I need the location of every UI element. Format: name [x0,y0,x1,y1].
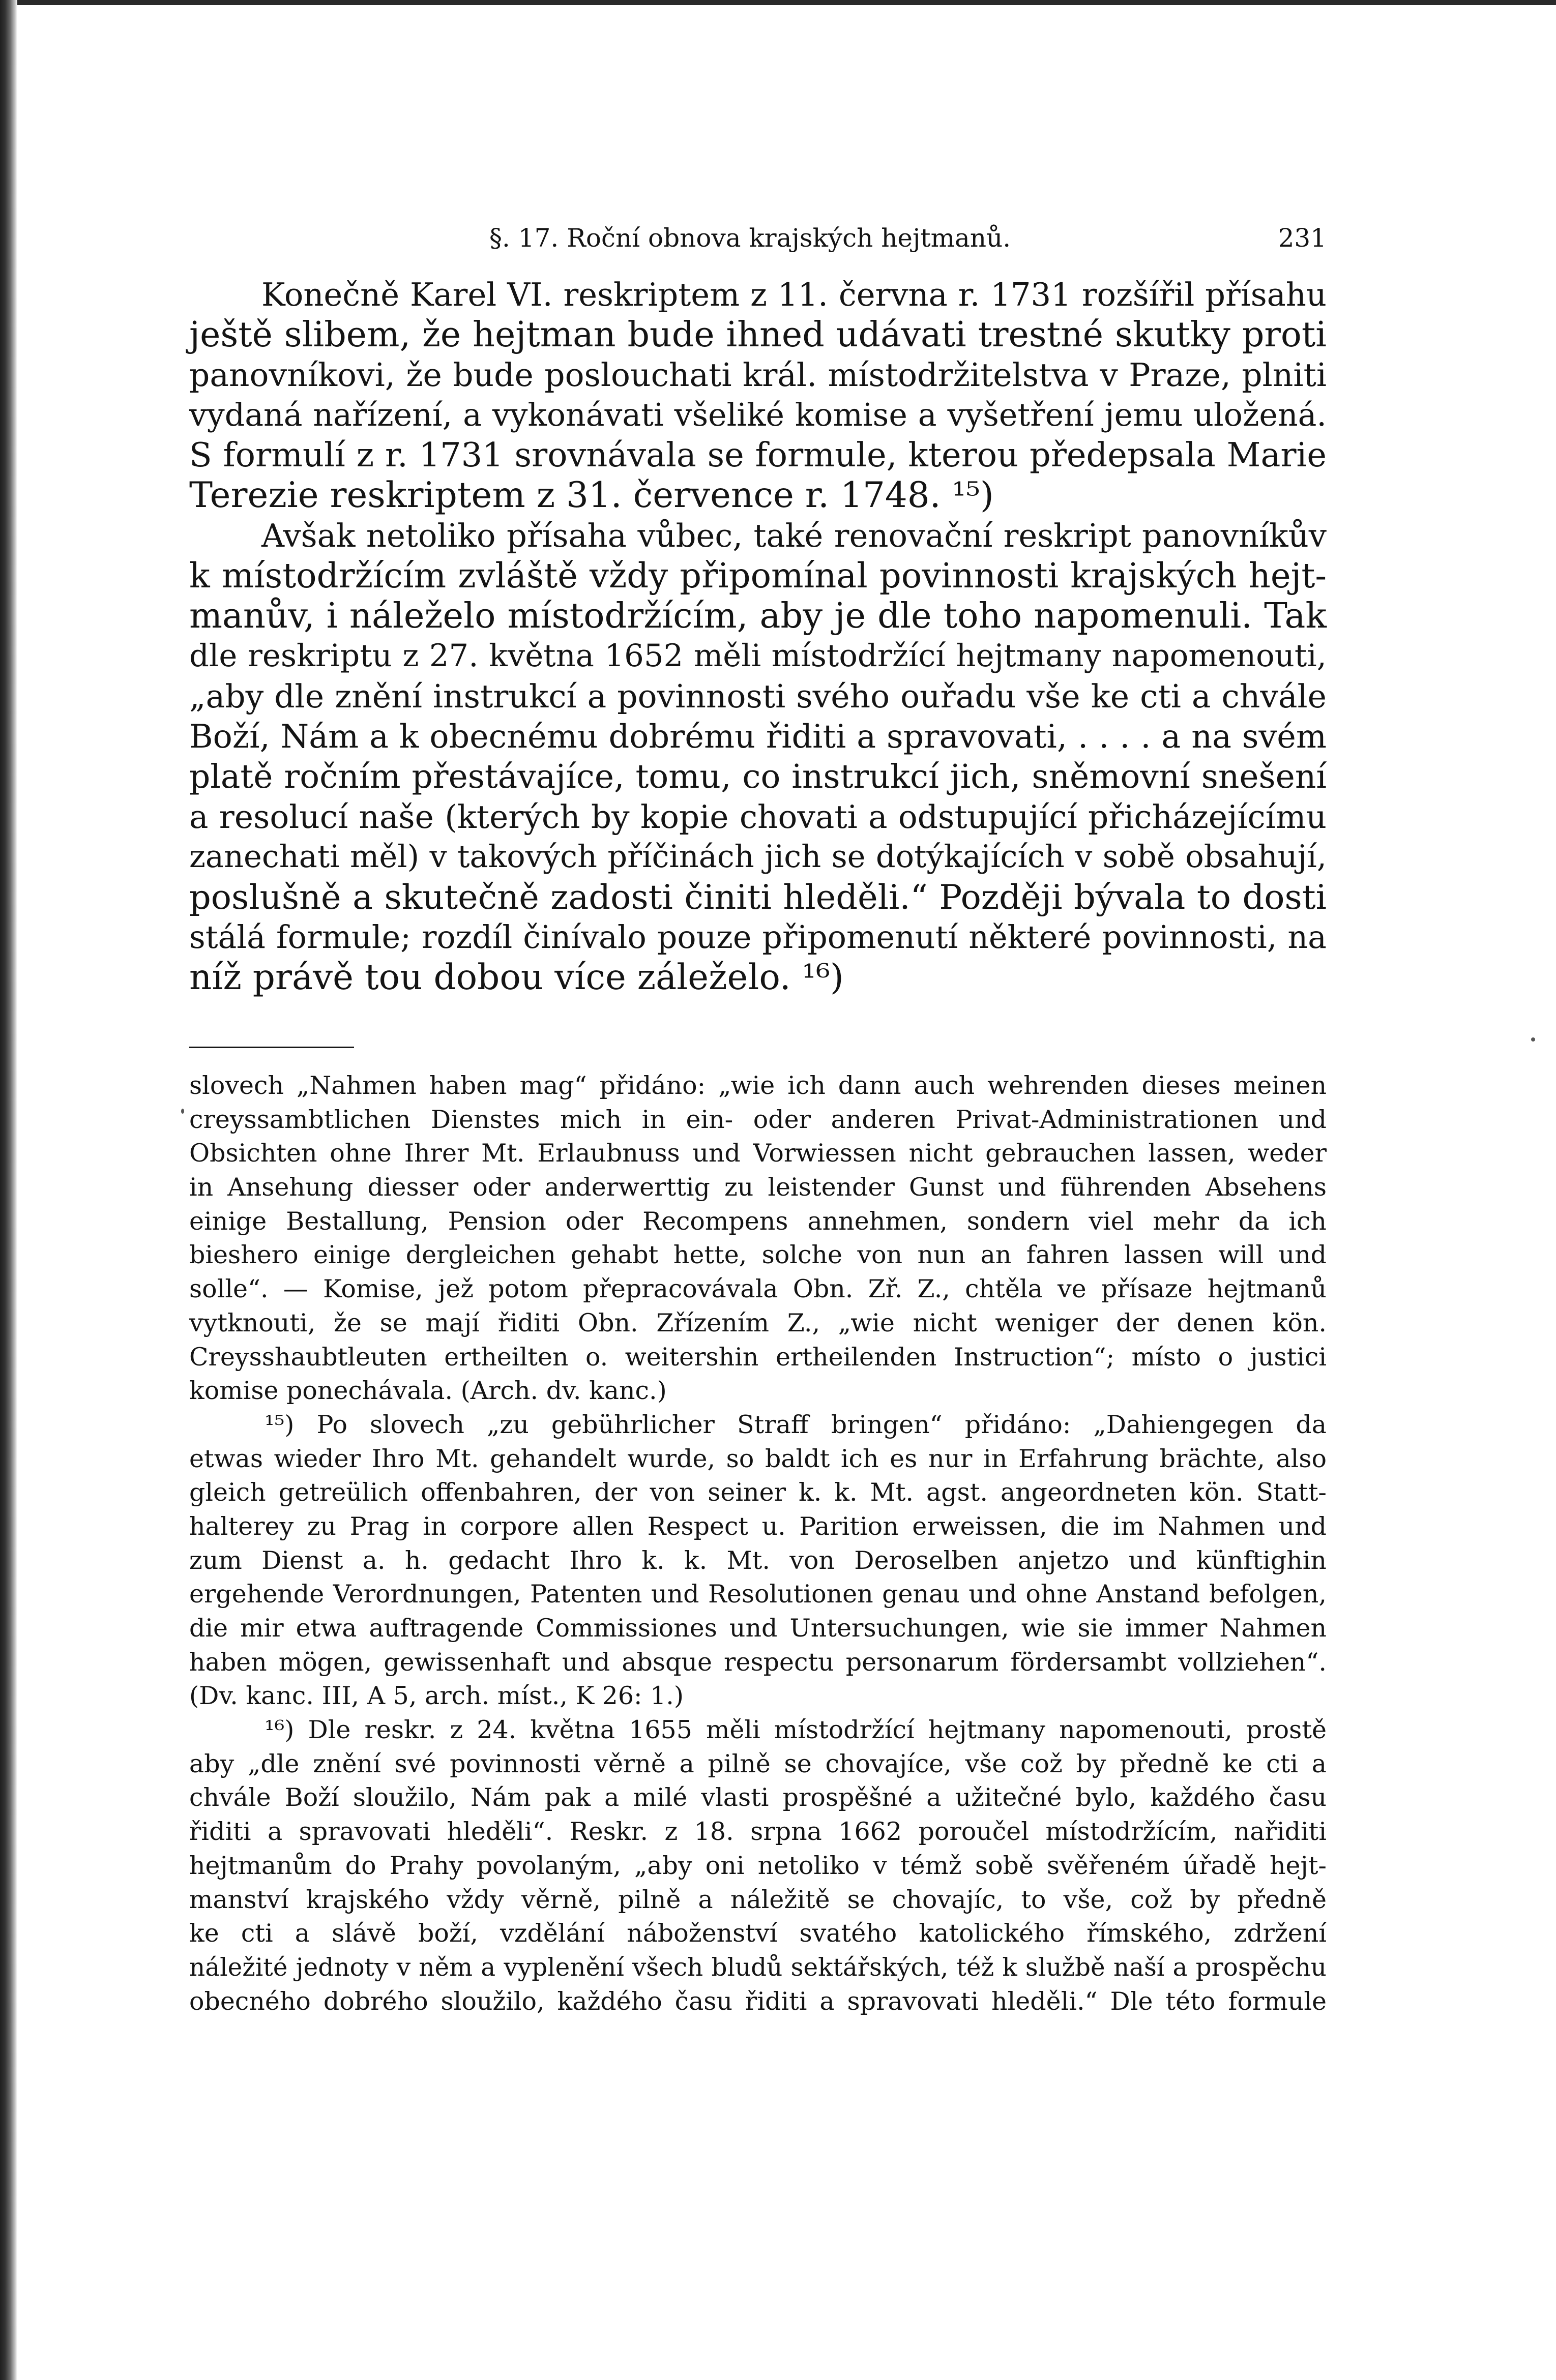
footnote-16-line: chvále Boží sloužilo, Nám pak a milé vlasti prospěšné a užitečné bylo, každého času [189,1783,1327,1812]
footnote-line: slovech „Nahmen haben mag“ přidáno: „wie ich dann auch wehrenden dieses meinen [189,1071,1327,1100]
footnote-line: einige Bestallung, Pension oder Recompens annehmen, sondern viel mehr da ich [189,1206,1327,1236]
main-text-line: Boží, Nám a k obecnému dobrému řiditi a spravovati, . . . . a na svém [189,718,1327,755]
main-text-line: ještě slibem, že hejtman bude ihned udávati trestné skutky proti [189,315,1327,355]
footnote-15-line: die mir etwa auftragende Commissiones und Untersuchungen, wie sie immer Nahmen [189,1614,1327,1643]
running-header [189,216,1327,256]
footnote-16-line: řiditi a spravovati hleděli“. Reskr. z 18. srpna 1662 poroučel místodržícím, nařiditi [189,1817,1327,1847]
footnote-16-line: obecného dobrého sloužilo, každého času řiditi a spravovati hleděli.“ Dle této formule [189,1986,1327,2016]
main-text-line: manův, i náleželo místodržícím, aby je dle toho napomenuli. Tak [189,596,1327,636]
footnote-line: Obsichten ohne Ihrer Mt. Erlaubnuss und Vorwiessen nicht gebrauchen lassen, weder [189,1139,1327,1168]
footnote-15-line: ergehende Verordnungen, Patenten und Resolutionen genau und ohne Anstand befolgen, [189,1580,1327,1609]
main-text-line: poslušně a skutečně zadosti činiti hleděli.“ Později bývala to dosti [189,877,1327,917]
footnote-line: komise ponechávala. (Arch. dv. kanc.) [189,1376,667,1406]
footnotes-block [189,1069,1327,2018]
main-text-line: „aby dle znění instrukcí a povinnosti svého ouřadu vše ke cti a chvále [189,677,1327,715]
footnote-line: Creysshaubtleuten ertheilten o. weitershin ertheilenden Instruction“; místo o justici [189,1342,1327,1372]
footnote-15-line: (Dv. kanc. III, A 5, arch. míst., K 26: 1.) [189,1681,684,1711]
footnote-line: creyssambtlichen Dienstes mich in ein- oder anderen Privat-Administrationen und [189,1105,1327,1134]
footnote-16-line: hejtmanům do Prahy povolaným, „aby oni netoliko v témž sobě svěřeném úřadě hejt- [189,1851,1327,1880]
page-number: 231 [1278,223,1327,253]
footnote-16-line: aby „dle znění své povinnosti věrně a pilně se chovajíce, vše což by předně ke cti a [189,1749,1327,1778]
main-text-line: dle reskriptu z 27. května 1652 měli místodržící hejtmany napomenouti, [189,638,1327,674]
footnote-15-line: gleich getreülich offenbahren, der von seiner k. k. Mt. agst. angeordneten kön. Statt- [189,1478,1327,1507]
main-text-line: Konečně Karel VI. reskriptem z 11. června r. 1731 rozšířil přísahu [261,276,1327,313]
footnote-16-line: ke cti a slávě boží, vzdělání náboženství svatého katolického římského, zdržení [189,1919,1327,1948]
footnote-16-line: manství krajského vždy věrně, pilně a náležitě se chovajíc, to vše, což by předně [189,1885,1327,1914]
main-text-line: a resolucí naše (kterých by kopie chovati a odstupující přicházejícímu [189,798,1327,836]
footnote-15-line: zum Dienst a. h. gedacht Ihro k. k. Mt. von Deroselben anjetzo und künftighin [189,1545,1327,1575]
main-text-line: stálá formule; rozdíl činívalo pouze připomenutí některé povinnosti, na [189,919,1327,956]
main-text-line: vydaná nařízení, a vykonávati všeliké komise a vyšetření jemu uložená. [189,397,1327,433]
scan-speck [1531,1037,1535,1042]
footnote-15-line: ¹⁵) Po slovech „zu gebührlicher Straff bringen“ přidáno: „Dahiengegen da [265,1410,1327,1439]
footnote-line: in Ansehung diesser oder anderwerttig zu leistender Gunst und führenden Absehens [189,1173,1327,1202]
footnote-15-line: etwas wieder Ihro Mt. gehandelt wurde, so baldt ich es nur in Erfahrung brächte, also [189,1444,1327,1473]
main-text-line: platě ročním přestávajíce, tomu, co instrukcí jich, sněmovní snešení [189,758,1327,796]
footnote-15-line: halterey zu Prag in corpore allen Respect u. Parition erweissen, die im Nahmen und [189,1511,1327,1541]
scan-top-edge [0,0,1556,5]
main-text-line: panovníkovi, že bude poslouchati král. místodržitelstva v Praze, plniti [189,356,1327,394]
main-text-line: S formulí z r. 1731 srovnávala se formule, kterou předepsala Marie [189,436,1327,474]
footnote-line: bieshero einige dergleichen gehabt hette, solche von nun an fahren lassen will und [189,1240,1327,1270]
footnote-16-line: ¹⁶) Dle reskr. z 24. května 1655 měli místodržící hejtmany napomenouti, prostě [265,1715,1327,1745]
main-text-line: níž právě tou dobou více záleželo. ¹⁶) [189,957,844,998]
main-text-line: Avšak netoliko přísaha vůbec, také renovační reskript panovníkův [261,517,1327,554]
main-text-body [189,275,1327,998]
scan-speck [181,1109,184,1114]
main-text-line: k místodržícím zvláště vždy připomínal povinnosti krajských hejt- [189,556,1327,596]
footnote-separator [189,1047,354,1048]
footnote-15-line: haben mögen, gewissenhaft und absque respectu personarum fördersambt vollziehen“. [189,1647,1327,1677]
main-text-line: zanechati měl) v takových příčinách jich se dotýkajících v sobě obsahují, [189,839,1327,875]
footnote-16-line: náležité jednoty v něm a vyplenění všech bludů sektářských, též k službě naší a prospěchu [189,1953,1327,1982]
scan-binding-edge [0,0,17,2380]
main-text-line: Terezie reskriptem z 31. července r. 1748. ¹⁵) [189,475,994,516]
footnote-line: vytknouti, že se mají řiditi Obn. Zřízením Z., „wie nicht weniger der denen kön. [189,1308,1327,1337]
footnote-line: solle“. — Komise, jež potom přepracovávala Obn. Zř. Z., chtěla ve přísaze hejtmanů [189,1274,1327,1304]
section-title: §. 17. Roční obnova krajských hejtmanů. [489,223,1011,253]
